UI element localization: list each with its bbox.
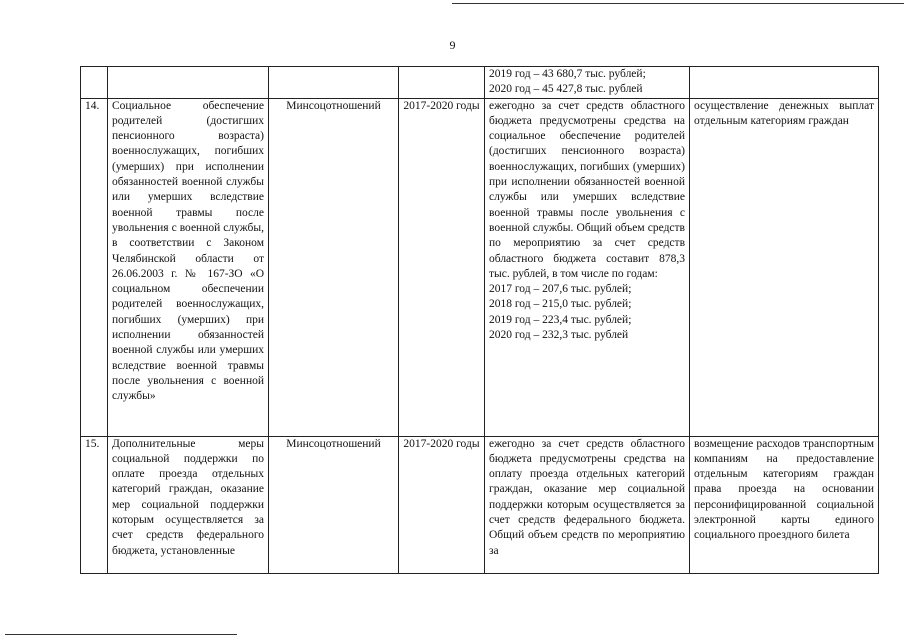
table-row-15 [81,436,879,573]
program-measures-table [80,66,879,574]
period-cell: 2017-2020 годы [399,436,485,573]
row-number: 15. [81,436,108,573]
funding-line: 2020 год – 232,3 тыс. рублей [489,329,629,342]
top-rule [452,3,904,4]
measure-cell: Социальное обеспечение родителей (достигших пенсионного возраста) военнослужащих, погибших (умерших) при исполнении обязанностей военной службы или умерших вследствие военной травмы после увольнения с военной службы, в соответствии с Законом Челябинской области от 26.06.2003 г. № 167-ЗО «О социальном обеспечении родителей военнослужащих, погибших (умерших) при исполнении обязанностей военной службы или умерших вследствие военной травмы после увольнения с военной службы» [108,98,269,436]
continuation-funding-cell [485,67,690,99]
executor-cell: Минсоцотношений [269,98,399,436]
funding-line: 2018 год – 215,0 тыс. рублей; [489,298,632,311]
bottom-rule [5,634,237,635]
period-cell: 2017-2020 годы [399,98,485,436]
funding-cell: ежегодно за счет средств областного бюджета предусмотрены средства на оплату проезда отдельных категорий граждан, оказание мер социальной поддержки которым осуществляется за счет средств федерального бюджета. Общий объем средств по мероприятию за [485,436,690,573]
page-number: 9 [449,38,456,52]
funding-line: 2017 год – 207,6 тыс. рублей; [489,283,632,296]
result-cell: осуществление денежных выплат отдельным категориям граждан [690,98,879,436]
row-number: 14. [81,98,108,436]
funding-line: 2019 год – 223,4 тыс. рублей; [489,313,632,326]
continuation-result-cell [690,67,879,99]
result-cell: возмещение расходов транспортным компаниям на предоставление отдельным категориям граждан права проезда на основании персонифицированной социальной электронной карты единого социального проездного билета [690,436,879,573]
funding-line: 2019 год – 43 680,7 тыс. рублей; [489,68,646,80]
continuation-number-cell [81,67,108,99]
table-row-14 [81,98,879,436]
program-table-container [80,66,879,574]
continuation-measure-cell [108,67,269,99]
funding-line: 2020 год – 45 427,8 тыс. рублей [489,83,643,96]
executor-cell: Минсоцотношений [269,436,399,573]
continuation-executor-cell [269,67,399,99]
funding-description: ежегодно за счет средств областного бюджета предусмотрены средства на социальное обеспечение родителей (достигших пенсионного возраста) военнослужащих, погибших (умерших) при исполнении обязанностей военной службы или умерших вследствие военной травмы после увольнения с военной службы. Общий объем средств по мероприятию за счет средств областного бюджета составит 878,3 тыс. рублей, в том числе по годам: [489,99,685,280]
funding-cell [485,98,690,436]
continuation-period-cell [399,67,485,99]
measure-cell: Дополнительные меры социальной поддержки по оплате проезда отдельных категорий граждан, оказание мер социальной поддержки которым осуществляется за счет средств федерального бюджета, установленные [108,436,269,573]
continuation-row [81,67,879,99]
